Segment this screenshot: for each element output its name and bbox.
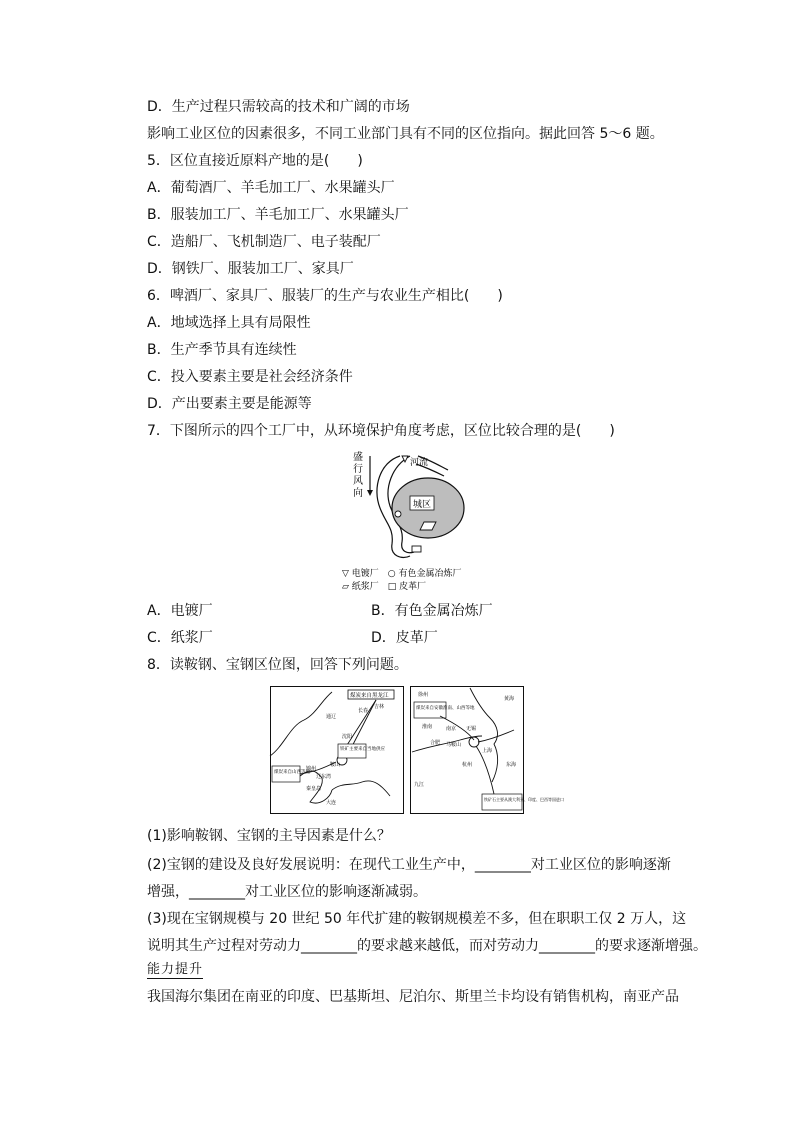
city-label: 马鞍山 xyxy=(446,742,462,748)
factory-location-figure xyxy=(340,448,475,593)
baogang-location-map xyxy=(410,686,564,814)
coal-source-box-1: 煤炭来自黑龙江 xyxy=(350,693,389,699)
question-6: 6．啤酒厂、家具厂、服装厂的生产与农业生产相比( ) xyxy=(147,288,503,304)
city-label: 大连 xyxy=(326,800,337,806)
q7-option-c: C．纸浆厂 xyxy=(147,630,213,646)
q5-option-d: D．钢铁厂、服装加工厂、家具厂 xyxy=(147,261,354,277)
city-label: 淮南 xyxy=(422,724,433,730)
metal-smelter-icon xyxy=(395,511,401,517)
question-7: 7．下图所示的四个工厂中，从环境保护角度考虑，区位比较合理的是( ) xyxy=(147,423,615,439)
q6-option-d: D．产出要素主要是能源等 xyxy=(147,396,312,412)
q6-option-a: A．地域选择上具有局限性 xyxy=(147,315,311,331)
legend-row-2: ▱ 纸浆厂 □ 皮革厂 xyxy=(342,582,427,592)
coal-source-box: 煤炭来自安徽淮南、山西等地 xyxy=(416,706,475,711)
river-label: 河流 xyxy=(410,458,429,468)
svg-text:行: 行 xyxy=(353,464,363,475)
question-8: 8．读鞍钢、宝钢区位图，回答下列问题。 xyxy=(147,657,408,673)
svg-text:向: 向 xyxy=(353,488,363,499)
q7-option-d: D．皮革厂 xyxy=(371,630,438,646)
q8-part-3-line1: (3)现在宝钢规模与 20 世纪 50 年代扩建的鞍钢规模差不多，但在职职工仅 2 万人，这 xyxy=(147,911,687,927)
question-5: 5．区位直接近原料产地的是( ) xyxy=(147,153,363,169)
city-label: 鞍山 xyxy=(330,762,341,768)
iron-source-box: 铁矿主要来自当地供应 xyxy=(340,747,385,752)
tannery-icon xyxy=(412,546,421,552)
city-label: 秦皇岛 xyxy=(306,786,322,792)
q8-part-2-line2: 增强，________对工业区位的影响逐渐减弱。 xyxy=(147,884,427,900)
city-label: 无锡 xyxy=(466,726,477,732)
option-d-line: D．生产过程只需较高的技术和广阔的市场 xyxy=(147,99,410,115)
sea-label: 黄海 xyxy=(504,696,515,702)
q5-option-a: A．葡萄酒厂、羊毛加工厂、水果罐头厂 xyxy=(147,180,395,196)
next-question-text: 我国海尔集团在南亚的印度、巴基斯坦、尼泊尔、斯里兰卡均设有销售机构，南亚产品 xyxy=(147,989,679,1005)
q7-option-b: B．有色金属冶炼厂 xyxy=(371,603,493,619)
coal-source-box-2: 煤炭来自山西等地 xyxy=(274,770,310,775)
wind-label-1: 盛 xyxy=(353,452,363,463)
svg-text:风: 风 xyxy=(353,476,363,487)
city-label: 南京 xyxy=(446,726,457,732)
city-label: 辽东湾 xyxy=(316,774,332,780)
section-heading: 能力提升 xyxy=(147,962,204,977)
sea-label: 东海 xyxy=(506,762,517,768)
q8-part-3-line2: 说明其生产过程对劳动力________的要求越来越低，而对劳动力________的要求逐渐增强。 xyxy=(147,938,707,954)
city-label: 吉林 xyxy=(374,704,385,710)
city-label: 长春 xyxy=(358,708,369,714)
city-label: 徐州 xyxy=(418,692,429,698)
city-label: 合肥 xyxy=(430,740,441,746)
city-label: 杭州 xyxy=(462,762,473,768)
city-label: 通辽 xyxy=(326,714,337,720)
q5-option-c: C．造船厂、飞机制造厂、电子装配厂 xyxy=(147,234,381,250)
city-label: 城区 xyxy=(413,500,432,510)
q8-part-1: (1)影响鞍钢、宝钢的主导因素是什么？ xyxy=(147,828,391,844)
q7-option-a: A．电镀厂 xyxy=(147,603,213,619)
q8-part-2-line1: (2)宝钢的建设及良好发展说明：在现代工业生产中，________对工业区位的影响逐渐 xyxy=(147,857,671,873)
q6-option-c: C．投入要素主要是社会经济条件 xyxy=(147,369,353,385)
angang-location-map xyxy=(270,686,404,814)
iron-source-box: 铁矿石主要从澳大利亚、印度、巴西等国进口 xyxy=(484,797,564,802)
city-label: 九江 xyxy=(414,782,425,788)
legend-row-1: ▽ 电镀厂 ○ 有色金属冶炼厂 xyxy=(342,569,462,579)
city-label: 锦州 xyxy=(306,766,317,772)
intro-text: 影响工业区位的因素很多，不同工业部门具有不同的区位指向。据此回答 5～6 题。 xyxy=(147,126,664,142)
city-label: 上海 xyxy=(482,748,493,754)
city-label: 沈阳 xyxy=(342,734,353,740)
q6-option-b: B．生产季节具有连续性 xyxy=(147,342,297,358)
q5-option-b: B．服装加工厂、羊毛加工厂、水果罐头厂 xyxy=(147,207,409,223)
